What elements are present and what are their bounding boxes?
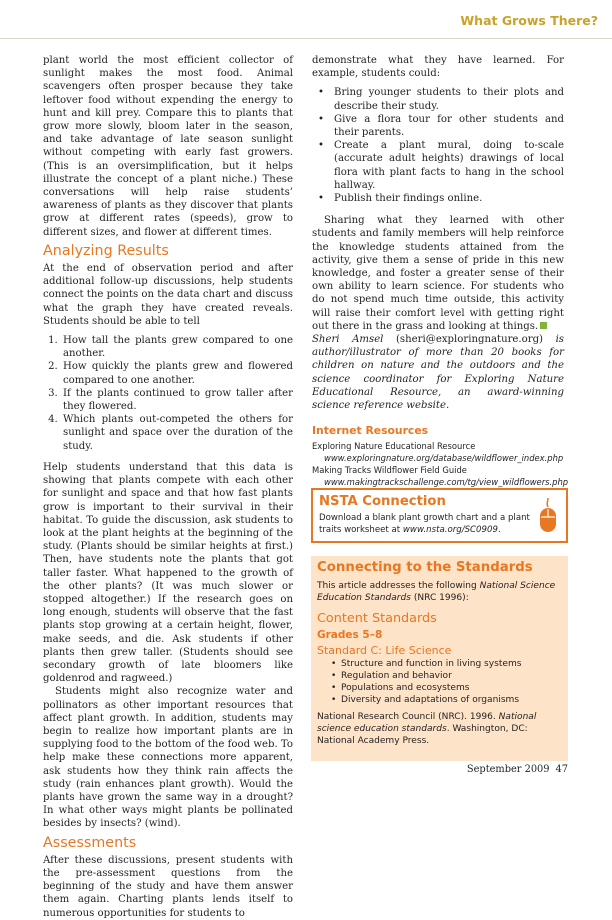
- list-item: 4. Which plants out-competed the others for sunlight and space over the duration of the study.: [61, 413, 293, 453]
- list-item: 1. How tall the plants grew compared to one another.: [61, 334, 293, 360]
- reference-text: National Research Council (NRC). 1996.: [317, 712, 499, 722]
- paragraph: At the end of observation period and after additional follow-up discussions, help students connect the points on the data chart and discuss what the graph they have created reveals. Students should be able to tell: [43, 263, 293, 327]
- right-column: [312, 54, 569, 488]
- paragraph: Help students understand that this data is showing that plants compete with each other for sunlight and space and that how fast plants grow is important to their survival in their habitat. To guide the discussion, ask students to look at the plant heights at the beginning of the study. (Plants should be similar heights at first.) Then, have students note the plants that got taller faster. What happened to the growth of the other plants? (It was much slower or stopped altogether.) If the research goes on long enough, students will observe that the fast plants stop growing at a certain height, flower, make seeds, and die. Ask students if other plants then grew taller. (Students should see secondary growth of late bloomers like goldenrod and ragweed.): [43, 461, 293, 685]
- intro-text: (NRC 1996):: [410, 593, 469, 603]
- list-item: • Regulation and behavior: [341, 670, 562, 682]
- issue-date: September 2009: [466, 764, 550, 775]
- nsta-body-end: .: [497, 525, 501, 535]
- heading-analyzing-results: Analyzing Results: [43, 242, 169, 259]
- resource-name: Exploring Nature Educational Resource: [312, 441, 476, 452]
- paragraph: [312, 214, 564, 333]
- list-item: • Populations and ecosystems: [341, 682, 562, 694]
- heading-assessments: Assessments: [43, 834, 137, 851]
- standards-intro: [317, 580, 562, 604]
- author-bio-text: is author/illustrator of more than 20 books for children on nature and the outdoors and the science coordinator for Exploring Nature Educational Resource, an award-winning science reference website.: [312, 334, 565, 412]
- computer-mouse-icon: [538, 498, 558, 534]
- standard-label: Standard C: Life Science: [317, 644, 452, 657]
- page-number: 47: [555, 764, 568, 775]
- grades-label: Grades 5–8: [317, 629, 383, 641]
- list-item: 3. If the plants continued to grow taller after they flowered.: [61, 387, 293, 413]
- reference: [317, 711, 562, 747]
- paragraph: After these discussions, present students with the pre-assessment questions from the beginning of the study and have them answer them again. Charting plants lends itself to numerous opportunities for students to: [43, 854, 293, 919]
- paragraph: demonstrate what they have learned. For example, students could:: [312, 55, 564, 80]
- content-standards-heading: Content Standards: [317, 611, 437, 626]
- standards-title: Connecting to the Standards: [317, 560, 533, 575]
- standards-box: [311, 556, 568, 761]
- resource-link[interactable]: www.makingtrackschallenge.com/tg/view_wildflowers.php: [324, 477, 569, 488]
- paragraph: plant world the most efficient collector of sunlight makes the most food. Animal scavengers often prosper because they take leftover food without expending the energy to hunt and kill prey. Compare this to plants that grow more slowly, bloom later in the season, and take advantage of late season sunlight without competing with early fast growers. (This is an oversimplification, but it helps illustrate the concept of a plant niche.) These conversations will help raise students’ awareness of plants as they discover that plants grow at different rates (speeds), grow to different sizes, and flower at different times.: [43, 55, 293, 238]
- nsta-link[interactable]: www.nsta.org/SC0909: [402, 525, 498, 535]
- end-mark-icon: [540, 322, 547, 329]
- reference-italic: National science education standards: [317, 712, 537, 734]
- list-item: • Structure and function in living systems: [341, 658, 562, 670]
- list-item: • Create a plant mural, doing to-scale (accurate adult heights) drawings of local flora with plant facts to hang in the school hallway.: [330, 139, 564, 192]
- standards-list: [317, 658, 562, 706]
- paragraph: Students might also recognize water and pollinators as other important resources that affect plant growth. In addition, students may begin to realize how important plants are in supplying food to the bottom of the food web. To help make these connections more apparent, ask students how they think rain affects the study (rain enhances plant growth). Would the plants have grown the same way in a drought? In what other ways might plants be pollinated besides by insects? (wind).: [43, 686, 293, 830]
- list-item: • Bring younger students to their plots and describe their study.: [330, 86, 564, 112]
- author-email: (sheri@exploringnature.org): [395, 334, 544, 346]
- page-footer: [467, 764, 568, 775]
- author-name: Sheri Amsel: [312, 334, 384, 346]
- resource-name: Making Tracks Wildflower Field Guide: [312, 465, 467, 476]
- intro-italic: National Science Education Standards: [317, 581, 556, 603]
- activity-list: [312, 86, 564, 205]
- paragraph-text: Sharing what they learned with other students and family members will help reinforce the knowledge students attained from the activity, give them a sense of pride in this new knowledge, and foster a greater sense of their own ability to learn science. For students who do not spend much time outside, this activity will raise their comfort level with getting right out there in the grass and looking at things.: [312, 215, 564, 332]
- nsta-connection-box: [311, 488, 568, 543]
- list-item: • Give a flora tour for other students and their parents.: [330, 113, 564, 139]
- nsta-title: NSTA Connection: [319, 494, 446, 509]
- nsta-body-text: Download a blank plant growth chart and a plant traits worksheet at: [319, 513, 530, 535]
- list-item: • Publish their findings online.: [330, 192, 564, 205]
- results-list: [43, 334, 293, 453]
- internet-resources: [312, 440, 569, 488]
- author-bio: [312, 333, 564, 412]
- section-title: What Grows There?: [460, 13, 598, 28]
- resource-link[interactable]: www.exploringnature.org/database/wildflower_index.php: [324, 453, 564, 464]
- internet-resources-title: Internet Resources: [312, 424, 429, 438]
- list-item: • Diversity and adaptations of organisms: [341, 694, 562, 706]
- running-header: [0, 0, 612, 39]
- left-column: [43, 54, 293, 920]
- list-item: 2. How quickly the plants grew and flowered compared to one another.: [61, 360, 293, 386]
- intro-text: This article addresses the following: [317, 581, 480, 591]
- reference-text: . Washington, DC: National Academy Press.: [317, 724, 528, 746]
- nsta-body: [319, 512, 534, 536]
